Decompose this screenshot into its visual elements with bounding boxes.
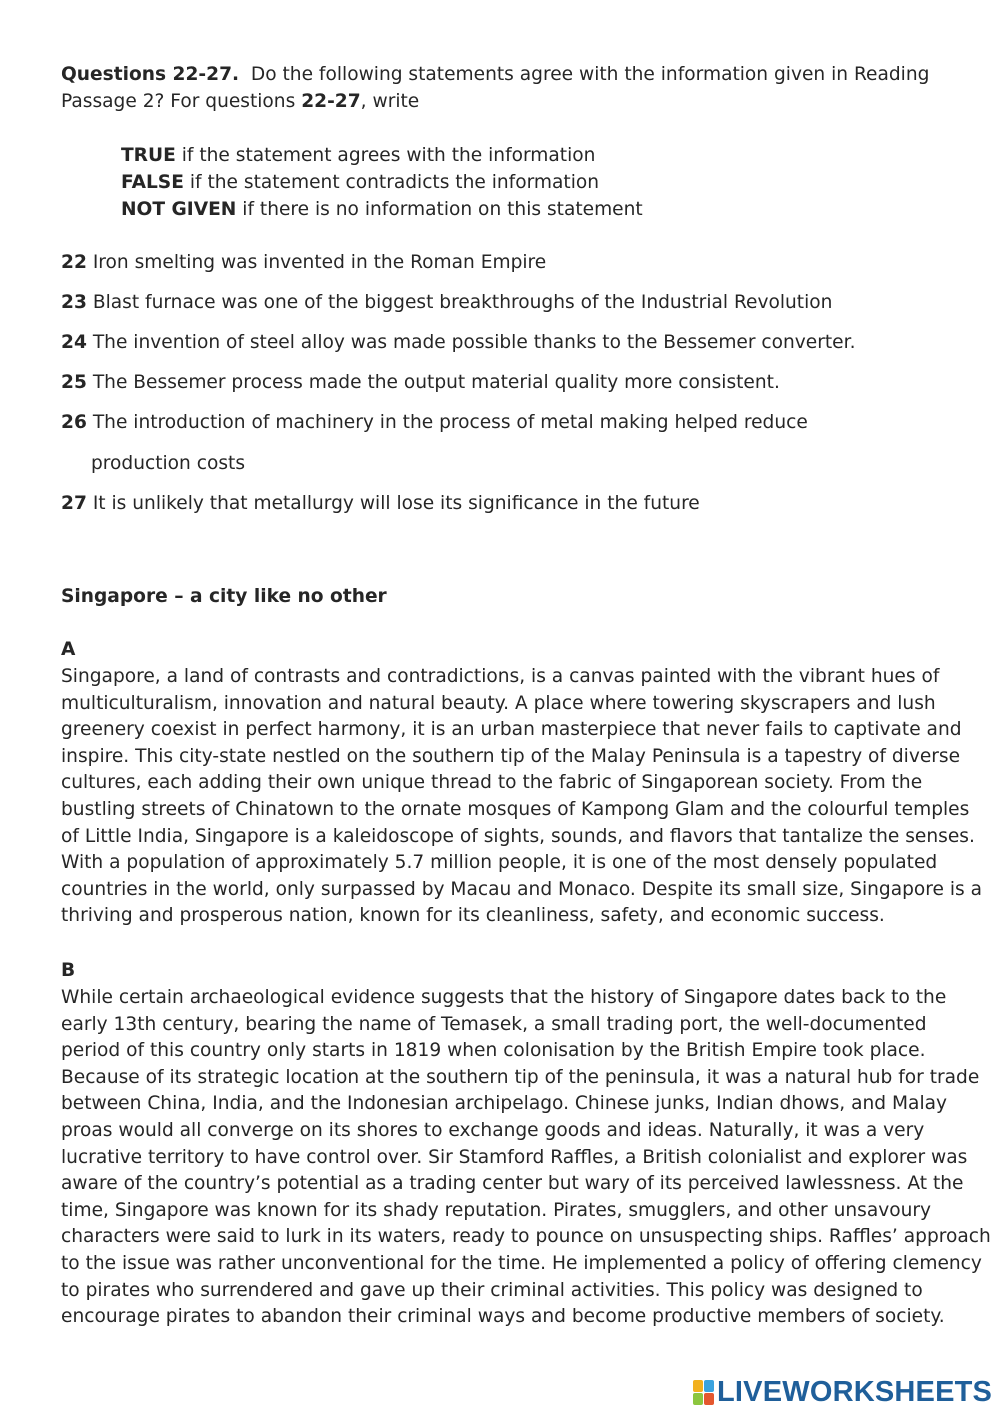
question-text: The invention of steel alloy was made possible thanks to the Bessemer converter. xyxy=(92,332,856,353)
question-text: The Bessemer process made the output material quality more consistent. xyxy=(92,372,780,393)
paragraph-line: inspire. This city-state nestled on the southern tip of the Malay Peninsula is a tapestry of diverse xyxy=(61,745,961,767)
instructions-text-1: Do the following statements agree with the information given in Reading xyxy=(250,64,930,85)
paragraph-line: to pirates who surrendered and gave up their criminal activities. This policy was designed to xyxy=(61,1279,923,1301)
question-number: 23 xyxy=(61,292,87,313)
paragraph-line: early 13th century, bearing the name of Temasek, a small trading port, the well-documented xyxy=(61,1013,927,1035)
paragraph-line: greenery coexist in perfect harmony, it is an urban masterpiece that never fails to captivate and xyxy=(61,719,962,741)
instructions-text-2-post: , write xyxy=(360,91,420,112)
answer-key-term: TRUE xyxy=(121,145,176,166)
paragraph-line: period of this country only starts in 1819 when colonisation by the British Empire took place. xyxy=(61,1040,926,1062)
question-22 xyxy=(61,249,546,276)
answer-key-term: NOT GIVEN xyxy=(121,199,237,220)
question-text: Blast furnace was one of the biggest breakthroughs of the Industrial Revolution xyxy=(92,292,833,313)
question-number: 27 xyxy=(61,493,87,514)
instructions-range: 22-27 xyxy=(301,91,361,112)
paragraph-line: between China, India, and the Indonesian archipelago. Chinese junks, Indian dhows, and Malay xyxy=(61,1093,948,1115)
paragraph-line: time, Singapore was known for its shady reputation. Pirates, smugglers, and other unsavoury xyxy=(61,1199,932,1221)
answer-key-not-given xyxy=(121,196,643,223)
answer-key-false xyxy=(121,169,599,196)
instructions-text-2-pre: Passage 2? For questions xyxy=(61,91,302,112)
question-number: 24 xyxy=(61,332,87,353)
paragraph-line: multiculturalism, innovation and natural beauty. A place where towering skyscrapers and lush xyxy=(61,692,936,714)
paragraph-line: to the issue was rather unconventional for the time. He implemented a policy of offering clemency xyxy=(61,1252,982,1274)
question-text: It is unlikely that metallurgy will lose its significance in the future xyxy=(92,493,700,514)
question-text-continuation: production costs xyxy=(91,453,246,474)
question-25 xyxy=(61,369,780,396)
paragraph-line: characters were said to lurk in its waters, ready to pounce on unsuspecting ships. Raffles’ approach xyxy=(61,1226,991,1248)
paragraph-line: thriving and prosperous nation, known for its cleanliness, safety, and economic success. xyxy=(61,905,885,927)
question-number: 26 xyxy=(61,412,87,433)
instructions-line-1 xyxy=(61,61,929,88)
paragraph-line: cultures, each adding their own unique thread to the fabric of Singaporean society. From the xyxy=(61,772,923,794)
question-26-continuation xyxy=(91,450,245,477)
question-text: Iron smelting was invented in the Roman Empire xyxy=(92,252,547,273)
question-number: 22 xyxy=(61,252,87,273)
answer-key-desc: if the statement contradicts the information xyxy=(189,172,600,193)
logo-block xyxy=(704,1393,714,1405)
answer-key-term: FALSE xyxy=(121,172,184,193)
logo-text: LIVEWORKSHEETS xyxy=(717,1375,993,1408)
paragraph-line: of Little India, Singapore is a kaleidoscope of sights, sounds, and flavors that tantalize the senses. xyxy=(61,825,975,847)
paragraph-line: bustling streets of Chinatown to the ornate mosques of Kampong Glam and the colourful temples xyxy=(61,798,970,820)
passage-title: Singapore – a city like no other xyxy=(61,586,387,607)
paragraph-line: encourage pirates to abandon their criminal ways and become productive members of society. xyxy=(61,1306,945,1328)
logo-block xyxy=(704,1380,714,1392)
answer-key-true xyxy=(121,142,595,169)
paragraph-line: Singapore, a land of contrasts and contradictions, is a canvas painted with the vibrant hues of xyxy=(61,666,940,687)
question-number: 25 xyxy=(61,372,87,393)
question-26 xyxy=(61,409,808,436)
liveworksheets-mark-icon xyxy=(693,1380,713,1404)
section-b-paragraph xyxy=(61,985,991,1331)
paragraph-line: With a population of approximately 5.7 million people, it is one of the most densely populated xyxy=(61,852,938,874)
paragraph-line: While certain archaeological evidence suggests that the history of Singapore dates back to the xyxy=(61,987,947,1008)
answer-key-desc: if the statement agrees with the information xyxy=(181,145,596,166)
section-letter-b: B xyxy=(61,960,76,981)
paragraph-line: lucrative territory to have control over. Sir Stamford Raffles, a British colonialist and explorer was xyxy=(61,1146,968,1168)
section-a-paragraph xyxy=(61,664,983,930)
logo-block xyxy=(693,1393,703,1405)
instructions-label: Questions 22-27. xyxy=(61,64,240,85)
liveworksheets-logo[interactable] xyxy=(693,1377,992,1407)
question-27 xyxy=(61,490,700,517)
section-letter-a: A xyxy=(61,639,76,660)
question-23 xyxy=(61,289,832,316)
logo-block xyxy=(693,1380,703,1392)
answer-key-desc: if there is no information on this statement xyxy=(242,199,643,220)
question-24 xyxy=(61,329,855,356)
question-text: The introduction of machinery in the process of metal making helped reduce xyxy=(92,412,808,433)
paragraph-line: countries in the world, only surpassed by Macau and Monaco. Despite its small size, Singapore is a xyxy=(61,878,983,900)
instructions-line-2 xyxy=(61,88,419,115)
paragraph-line: proas would all converge on its shores to exchange goods and ideas. Naturally, it was a very xyxy=(61,1119,925,1141)
paragraph-line: aware of the country’s potential as a trading center but wary of its perceived lawlessness. At the xyxy=(61,1173,964,1195)
paragraph-line: Because of its strategic location at the southern tip of the peninsula, it was a natural hub for trade xyxy=(61,1066,980,1088)
